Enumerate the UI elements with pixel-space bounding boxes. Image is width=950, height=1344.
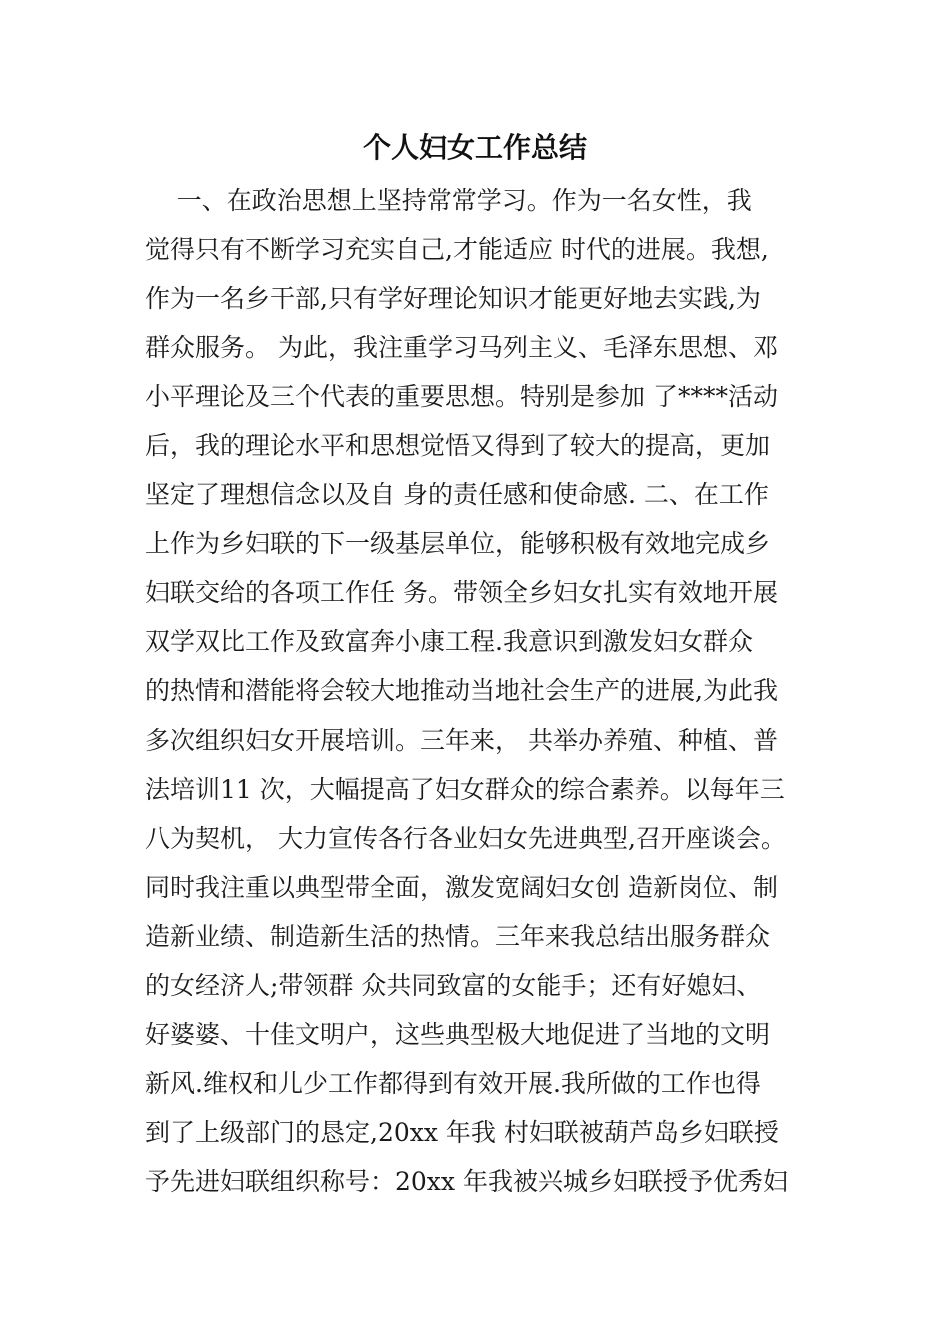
body-line: 双学双比工作及致富奔小康工程.我意识到激发妇女群众 bbox=[145, 627, 753, 657]
body-line: 觉得只有不断学习充实自己,才能适应 时代的进展。我想, bbox=[145, 235, 769, 265]
body-line: 的热情和潜能将会较大地推动当地社会生产的进展,为此我 bbox=[145, 676, 778, 706]
document-title: 个人妇女工作总结 bbox=[362, 131, 587, 164]
body-line: 造新业绩、制造新生活的热情。三年来我总结出服务群众 bbox=[145, 921, 771, 951]
body-line: 到了上级部门的恳定,20xx 年我 村妇联被葫芦岛乡妇联授 bbox=[145, 1117, 779, 1147]
body-line: 八为契机， 大力宣传各行各业妇女先进典型,召开座谈会。 bbox=[145, 823, 786, 853]
body-line: 坚定了理想信念以及自 身的责任感和使命感. 二、在工作 bbox=[145, 480, 769, 510]
body-line: 上作为乡妇联的下一级基层单位，能够积极有效地完成乡 bbox=[145, 529, 771, 559]
body-line: 予先进妇联组织称号：20xx 年我被兴城乡妇联授予优秀妇 bbox=[145, 1166, 788, 1196]
body-line: 好婆婆、十佳文明户，这些典型极大地促进了当地的文明 bbox=[145, 1019, 771, 1049]
body-line: 后，我的理论水平和思想觉悟又得到了较大的提高，更加 bbox=[145, 431, 771, 461]
body-line: 的女经济人;带领群 众共同致富的女能手；还有好媳妇、 bbox=[145, 970, 762, 1000]
body-line: 一、在政治思想上坚持常常学习。作为一名女性，我 bbox=[145, 186, 752, 215]
body-line: 小平理论及三个代表的重要思想。特别是参加 了****活动 bbox=[145, 382, 778, 412]
body-line: 群众服务。 为此，我注重学习马列主义、毛泽东思想、邓 bbox=[145, 333, 778, 363]
body-line: 作为一名乡干部,只有学好理论知识才能更好地去实践,为 bbox=[145, 284, 761, 314]
body-line: 新风.维权和儿少工作都得到有效开展.我所做的工作也得 bbox=[145, 1068, 761, 1098]
body-line: 同时我注重以典型带全面，激发宽阔妇女创 造新岗位、制 bbox=[145, 872, 778, 902]
body-line: 多次组织妇女开展培训。三年来， 共举办养殖、种植、普 bbox=[145, 725, 778, 755]
body-line: 妇联交给的各项工作任 务。带领全乡妇女扎实有效地开展 bbox=[145, 578, 778, 608]
body-line: 法培训11 次，大幅提高了妇女群众的综合素养。以每年三 bbox=[145, 774, 785, 804]
document-body bbox=[145, 176, 835, 1206]
